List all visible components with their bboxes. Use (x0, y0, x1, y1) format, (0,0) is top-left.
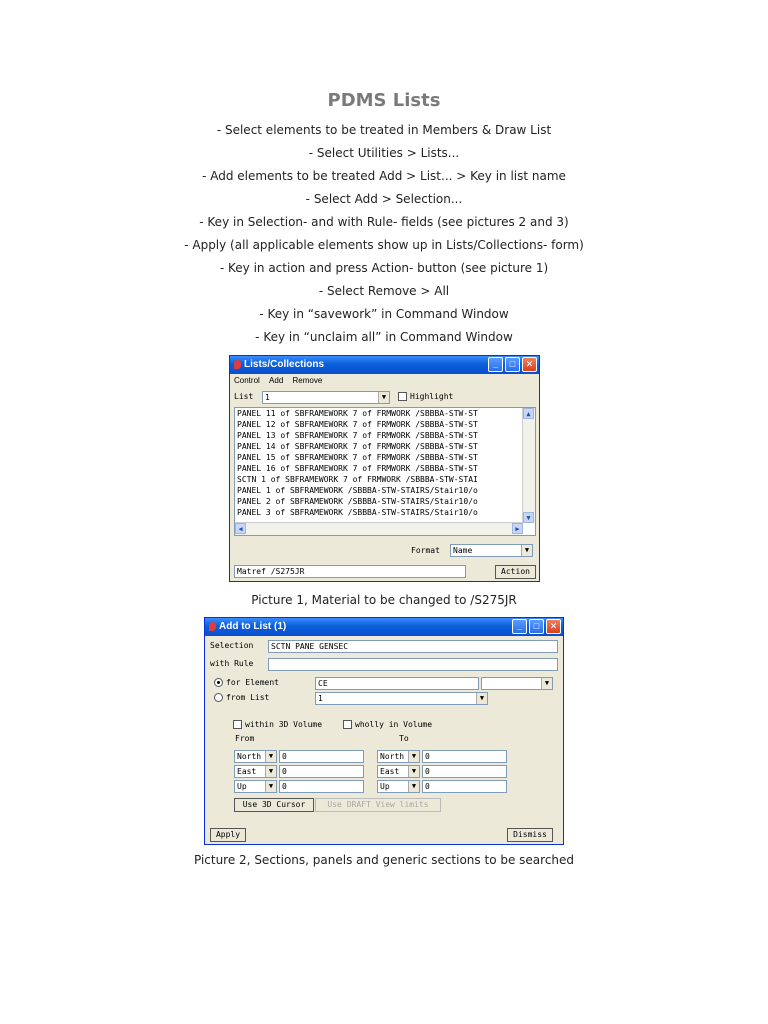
wholly-volume-checkbox[interactable] (343, 719, 432, 731)
chevron-down-icon[interactable]: ▼ (476, 693, 487, 704)
instruction-step: - Select elements to be treated in Members & Draw List (216, 123, 552, 137)
maximize-icon[interactable]: □ (529, 619, 544, 634)
maximize-icon[interactable]: □ (505, 357, 520, 372)
add-to-list-window (204, 617, 564, 845)
list-item[interactable]: PANEL 16 of SBFRAMEWORK 7 of FRMWORK /SBBBA-STW-ST (237, 464, 478, 473)
to-east-select[interactable] (377, 765, 420, 778)
scroll-left-icon[interactable]: ◀ (235, 523, 246, 534)
page-title: PDMS Lists (327, 90, 441, 111)
list-item[interactable]: SCTN 1 of SBFRAMEWORK 7 of FRMWORK /SBBBA-STW-STAI (237, 475, 478, 484)
close-icon[interactable]: ✕ (522, 357, 537, 372)
to-up-input[interactable]: 0 (422, 780, 507, 793)
from-list-radio[interactable] (214, 692, 269, 704)
action-button[interactable]: Action (495, 565, 536, 579)
checkbox-box[interactable] (233, 720, 242, 729)
for-element-label: for Element (226, 678, 279, 687)
instruction-step: - Key in “savework” in Command Window (259, 307, 509, 321)
within-volume-checkbox[interactable] (233, 719, 322, 731)
format-select[interactable] (450, 544, 533, 557)
window-title: Lists/Collections (244, 359, 325, 370)
instruction-step: - Select Remove > All (318, 284, 450, 298)
radio-selected[interactable] (214, 678, 223, 687)
horizontal-scrollbar[interactable] (235, 522, 523, 535)
within-volume-label: within 3D Volume (245, 720, 323, 729)
instruction-step: - Select Utilities > Lists... (308, 146, 460, 160)
axis-value: East (237, 767, 257, 776)
chevron-down-icon[interactable]: ▼ (265, 766, 276, 777)
instruction-step: - Add elements to be treated Add > List... > Key in list name (202, 169, 566, 183)
list-item[interactable]: PANEL 11 of SBFRAMEWORK 7 of FRMWORK /SBBBA-STW-ST (237, 409, 478, 418)
for-element-option-select[interactable] (481, 677, 553, 690)
dismiss-button[interactable]: Dismiss (507, 828, 553, 842)
to-east-input[interactable]: 0 (422, 765, 507, 778)
list-item[interactable]: PANEL 13 of SBFRAMEWORK 7 of FRMWORK /SBBBA-STW-ST (237, 431, 478, 440)
axis-value: Up (380, 782, 390, 791)
instruction-step: - Apply (all applicable elements show up in Lists/Collections- form) (184, 238, 584, 252)
list-item[interactable]: PANEL 15 of SBFRAMEWORK 7 of FRMWORK /SBBBA-STW-ST (237, 453, 478, 462)
rule-label: with Rule (210, 659, 254, 668)
chevron-down-icon[interactable]: ▼ (408, 751, 419, 762)
instruction-list (0, 120, 768, 350)
from-north-select[interactable] (234, 750, 277, 763)
menu-bar (230, 374, 539, 388)
axis-value: East (380, 767, 400, 776)
radio-unselected[interactable] (214, 693, 223, 702)
menu-add[interactable]: Add (269, 376, 284, 385)
list-item[interactable]: PANEL 1 of SBFRAMEWORK /SBBBA-STW-STAIRS/Stair10/o (237, 486, 478, 495)
chevron-down-icon[interactable]: ▼ (408, 766, 419, 777)
selection-label: Selection (210, 641, 254, 650)
window-titlebar[interactable] (205, 618, 563, 636)
instruction-step: - Key in action and press Action- button (see picture 1) (219, 261, 549, 275)
for-element-input[interactable]: CE (315, 677, 479, 690)
to-heading: To (399, 734, 409, 743)
axis-value: Up (237, 782, 247, 791)
to-north-select[interactable] (377, 750, 420, 763)
menu-remove[interactable]: Remove (292, 376, 323, 385)
highlight-label: Highlight (410, 392, 454, 401)
list-select[interactable] (262, 391, 390, 404)
from-north-input[interactable]: 0 (279, 750, 364, 763)
app-icon (209, 622, 216, 631)
vertical-scrollbar[interactable] (522, 408, 535, 523)
chevron-down-icon[interactable]: ▼ (541, 678, 552, 689)
from-heading: From (235, 734, 255, 743)
app-icon (234, 360, 241, 369)
window-titlebar[interactable] (230, 356, 539, 374)
chevron-down-icon[interactable]: ▼ (408, 781, 419, 792)
picture-1-caption: Picture 1, Material to be changed to /S275JR (251, 593, 517, 607)
list-item[interactable]: PANEL 12 of SBFRAMEWORK 7 of FRMWORK /SBBBA-STW-ST (237, 420, 478, 429)
minimize-icon[interactable]: _ (512, 619, 527, 634)
from-list-select[interactable] (315, 692, 488, 705)
list-item[interactable]: PANEL 3 of SBFRAMEWORK /SBBBA-STW-STAIRS/Stair10/o (237, 508, 478, 517)
from-up-select[interactable] (234, 780, 277, 793)
window-title: Add to List (1) (219, 621, 287, 632)
lists-collections-window (229, 355, 540, 582)
format-label: Format (411, 546, 440, 555)
chevron-down-icon[interactable]: ▼ (378, 392, 389, 403)
list-item[interactable]: PANEL 14 of SBFRAMEWORK 7 of FRMWORK /SBBBA-STW-ST (237, 442, 478, 451)
to-up-select[interactable] (377, 780, 420, 793)
axis-value: North (237, 752, 262, 761)
action-input[interactable]: Matref /S275JR (234, 565, 466, 578)
checkbox-box[interactable] (398, 392, 407, 401)
use-draft-view-limits-button: Use DRAFT View limits (315, 798, 441, 812)
menu-control[interactable]: Control (234, 376, 260, 385)
chevron-down-icon[interactable]: ▼ (521, 545, 532, 556)
from-list-value: 1 (318, 694, 323, 703)
close-icon[interactable]: ✕ (546, 619, 561, 634)
rule-input[interactable] (268, 658, 558, 671)
format-select-value: Name (453, 546, 473, 555)
axis-value: North (380, 752, 405, 761)
instruction-step: - Key in Selection- and with Rule- fields (see pictures 2 and 3) (199, 215, 569, 229)
picture-2-caption: Picture 2, Sections, panels and generic sections to be searched (193, 853, 575, 867)
chevron-down-icon[interactable]: ▼ (265, 751, 276, 762)
use-3d-cursor-button[interactable]: Use 3D Cursor (234, 798, 314, 812)
selection-input[interactable]: SCTN PANE GENSEC (268, 640, 558, 653)
from-up-input[interactable]: 0 (279, 780, 364, 793)
scroll-up-icon[interactable]: ▲ (523, 408, 534, 419)
instruction-step: - Select Add > Selection... (305, 192, 463, 206)
instruction-step: - Key in “unclaim all” in Command Window (255, 330, 513, 344)
apply-button[interactable]: Apply (210, 828, 246, 842)
highlight-checkbox[interactable] (398, 391, 453, 403)
list-item[interactable]: PANEL 2 of SBFRAMEWORK /SBBBA-STW-STAIRS/Stair10/o (237, 497, 478, 506)
to-north-input[interactable]: 0 (422, 750, 507, 763)
checkbox-box[interactable] (343, 720, 352, 729)
collection-listbox[interactable] (234, 407, 536, 536)
chevron-down-icon[interactable]: ▼ (265, 781, 276, 792)
wholly-volume-label: wholly in Volume (355, 720, 433, 729)
list-label: List (234, 392, 254, 401)
for-element-radio[interactable] (214, 677, 279, 689)
from-east-select[interactable] (234, 765, 277, 778)
scroll-down-icon[interactable]: ▼ (523, 512, 534, 523)
minimize-icon[interactable]: _ (488, 357, 503, 372)
scroll-right-icon[interactable]: ▶ (512, 523, 523, 534)
from-list-label: from List (226, 693, 270, 702)
list-select-value: 1 (265, 393, 270, 402)
from-east-input[interactable]: 0 (279, 765, 364, 778)
